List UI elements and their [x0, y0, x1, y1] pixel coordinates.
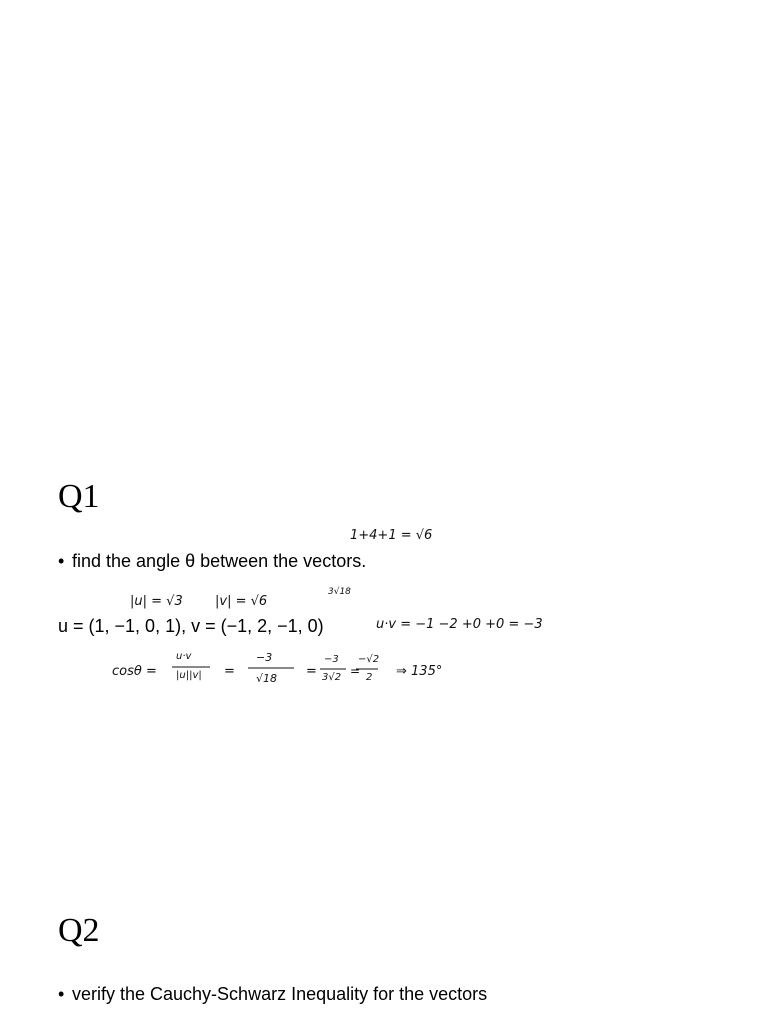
q1-bullet-text: find the angle θ between the vectors. [72, 551, 367, 571]
q2-bullet [58, 984, 487, 1005]
handwritten-small-calc: 3√18 [328, 587, 351, 597]
handwritten-frac3-den: 3√2 [322, 672, 342, 683]
handwritten-frac3-num: −3 [324, 654, 339, 665]
q2-bullet-text: verify the Cauchy-Schwarz Inequality for the vectors [72, 984, 488, 1004]
q1-heading: Q1 [58, 478, 100, 515]
handwritten-dot-product: u·v = −1 −2 +0 +0 = −3 [376, 617, 543, 632]
handwritten-frac1-num: u·v [176, 651, 192, 662]
handwritten-frac4-den: 2 [366, 672, 373, 683]
handwritten-frac2-num: −3 [256, 651, 273, 664]
q2-heading: Q2 [58, 912, 100, 949]
handwritten-norm-u: |u| = √3 [130, 594, 183, 609]
handwritten-cos-label: cosθ = [112, 664, 157, 679]
handwritten-frac4-num: −√2 [358, 654, 380, 665]
q1-vectors: u = (1, −1, 0, 1), v = (−1, 2, −1, 0) [58, 616, 324, 636]
bullet-dot: • [58, 984, 65, 1004]
handwritten-top-sum: 1+4+1 = √6 [350, 528, 433, 543]
q2-slide [0, 860, 768, 1024]
q1-bullet [58, 551, 366, 572]
handwritten-frac2-den: √18 [256, 672, 278, 685]
bullet-dot: • [58, 551, 65, 571]
handwritten-norm-v: |v| = √6 [215, 594, 268, 609]
handwritten-frac1-den: |u||v| [176, 670, 202, 681]
handwritten-eq3: = [350, 664, 361, 678]
handwritten-eq1: = [224, 664, 235, 679]
handwritten-eq2: = [306, 664, 317, 679]
handwritten-result: ⇒ 135° [396, 664, 443, 679]
